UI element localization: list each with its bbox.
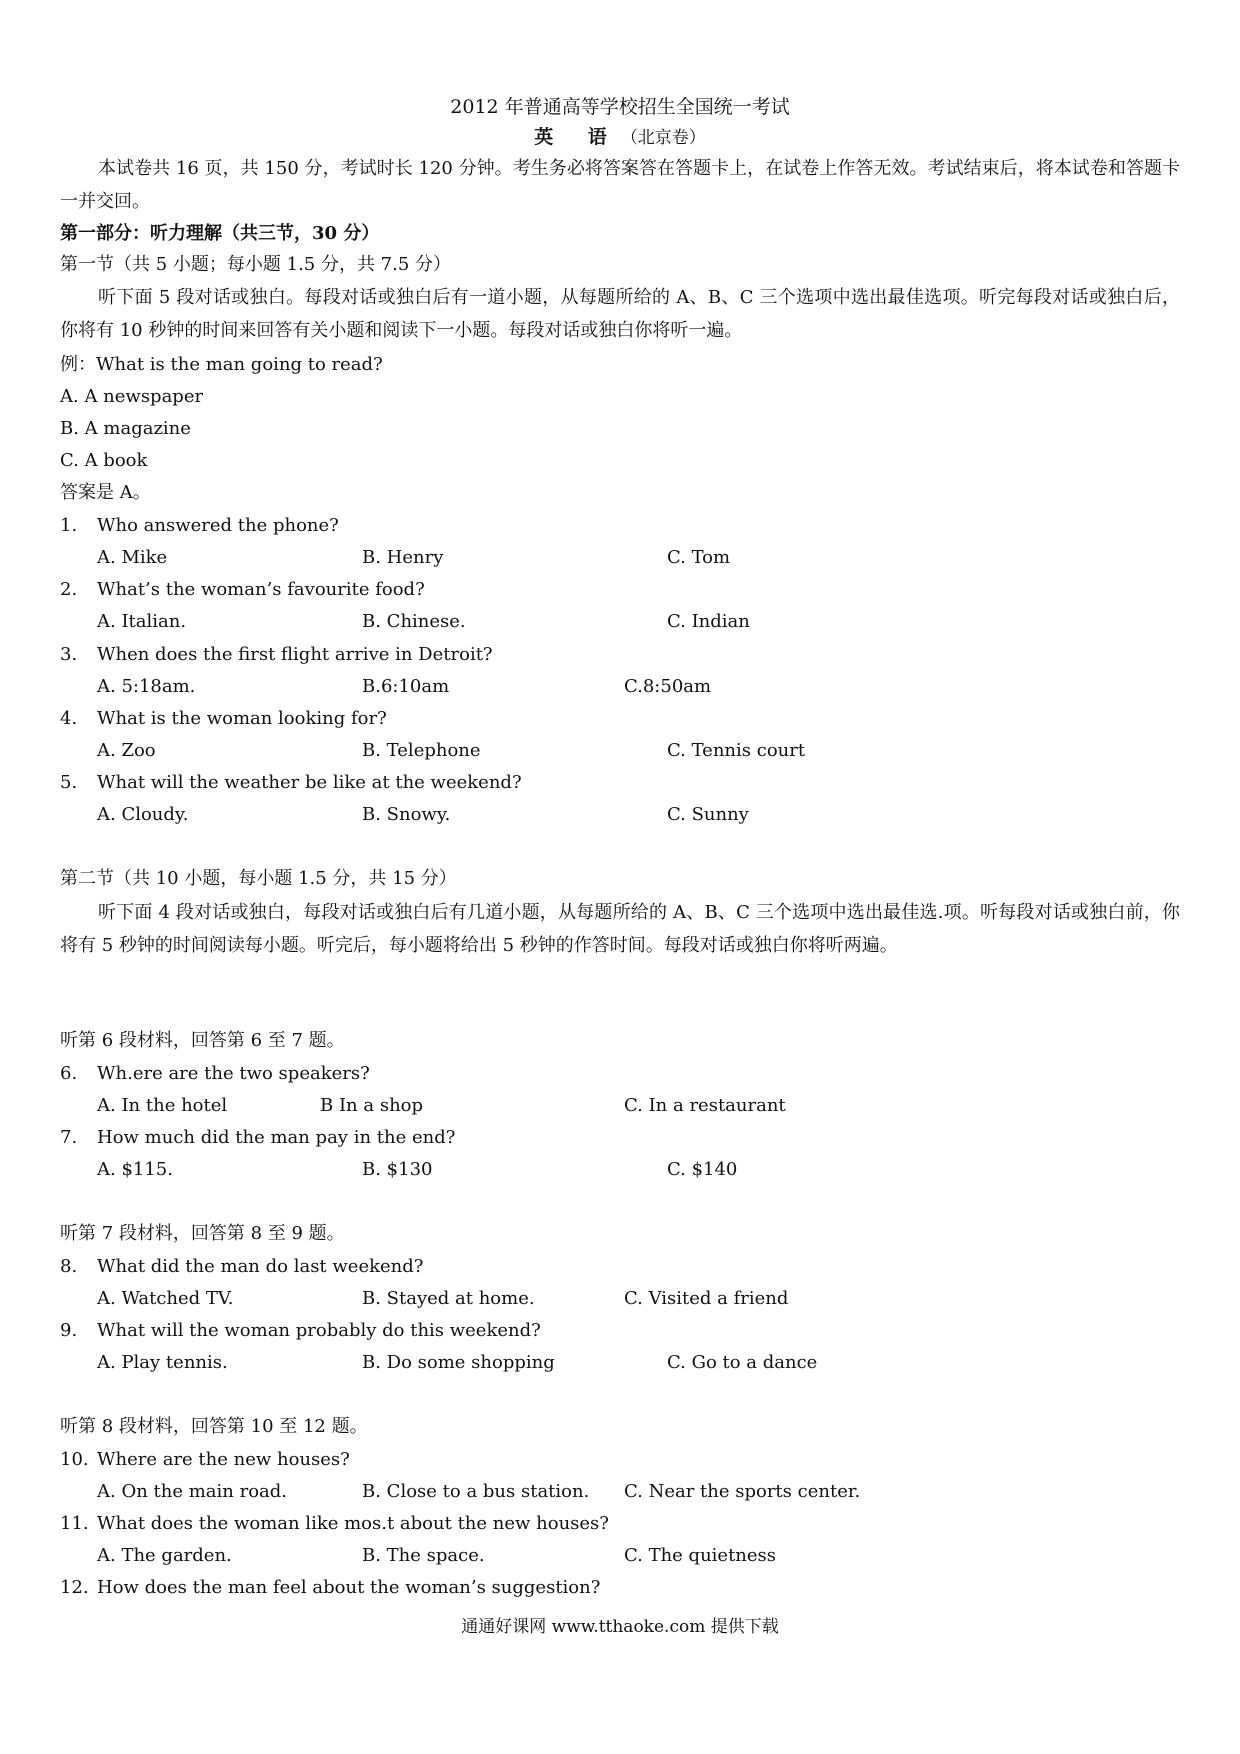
option-c: C. Near the sports center. [624, 1481, 861, 1502]
question-text: What does the woman like mos.t about the new houses? [97, 1513, 609, 1534]
option-a: A. Mike [97, 547, 168, 568]
question-number: 5. [60, 772, 78, 793]
section1-heading: 第一节（共 5 小题；每小题 1.5 分，共 7.5 分） [60, 254, 452, 275]
listening-group-label: 听第 7 段材料，回答第 8 至 9 题。 [60, 1223, 345, 1244]
question-number: 1. [60, 515, 78, 536]
example-option-c: C. A book [60, 450, 148, 471]
question-number: 4. [60, 708, 78, 729]
question-text: What did the man do last weekend? [97, 1256, 424, 1277]
option-c: C. Go to a dance [667, 1352, 818, 1373]
question-number: 7. [60, 1127, 78, 1148]
option-b: B. Chinese. [362, 611, 466, 632]
option-a: A. The garden. [97, 1545, 232, 1566]
option-a: A. 5:18am. [97, 676, 196, 697]
question-text: How does the man feel about the woman’s suggestion? [97, 1577, 601, 1598]
question-text: Wh.ere are the two speakers? [97, 1063, 370, 1084]
question-number: 9. [60, 1320, 78, 1341]
example-answer: 答案是 A。 [60, 482, 151, 503]
example-question: 例：What is the man going to read? [60, 354, 383, 375]
listening-group-label: 听第 6 段材料，回答第 6 至 7 题。 [60, 1030, 345, 1051]
option-b: B. The space. [362, 1545, 485, 1566]
question-number: 8. [60, 1256, 78, 1277]
option-c: C. Tennis court [667, 740, 806, 761]
option-c: C. Sunny [667, 804, 749, 825]
option-b: B. Henry [362, 547, 444, 568]
option-c: C. $140 [667, 1159, 738, 1180]
option-b: B In a shop [320, 1095, 424, 1116]
option-a: A. Italian. [97, 611, 187, 632]
option-b: B. Stayed at home. [362, 1288, 535, 1309]
option-c: C. Indian [667, 611, 750, 632]
question-text: What will the weather be like at the weekend? [97, 772, 522, 793]
option-a: A. In the hotel [97, 1095, 228, 1116]
listening-group-label: 听第 8 段材料，回答第 10 至 12 题。 [60, 1416, 368, 1437]
part1-heading: 第一部分：听力理解（共三节，30 分） [60, 223, 380, 244]
question-text: What is the woman looking for? [97, 708, 387, 729]
example-option-b: B. A magazine [60, 418, 191, 439]
exam-subtitle [0, 125, 1240, 150]
option-b: B. Close to a bus station. [362, 1481, 590, 1502]
option-b: B. Telephone [362, 740, 481, 761]
option-a: A. On the main road. [97, 1481, 288, 1502]
question-text: What will the woman probably do this weekend? [97, 1320, 541, 1341]
option-b: B. Do some shopping [362, 1352, 555, 1373]
question-text: When does the first flight arrive in Detroit? [97, 644, 493, 665]
option-a: A. Play tennis. [97, 1352, 228, 1373]
option-c: C. Tom [667, 547, 731, 568]
exam-title: 2012 年普通高等学校招生全国统一考试 [450, 96, 790, 118]
option-c: C.8:50am [624, 676, 712, 697]
option-b: B.6:10am [362, 676, 450, 697]
section2-heading: 第二节（共 10 小题，每小题 1.5 分，共 15 分） [60, 868, 457, 889]
option-a: A. Cloudy. [97, 804, 189, 825]
question-number: 12. [60, 1577, 89, 1598]
question-text: Where are the new houses? [97, 1449, 350, 1470]
question-number: 2. [60, 579, 78, 600]
question-number: 3. [60, 644, 78, 665]
option-a: A. $115. [97, 1159, 173, 1180]
question-number: 6. [60, 1063, 78, 1084]
section2-instructions: 听下面 4 段对话或独白，每段对话或独白后有几道小题，从每题所给的 A、B、C 三个选项中选出最佳选.项。听每段对话或独白前，你将有 5 秒钟的时间阅读每小题。听完后，每小题将给出 5 秒钟的作答时间。每段对话或独白你将听两遍。 [60, 902, 1180, 956]
page-footer: 通通好课网 www.tthaoke.com 提供下载 [461, 1617, 779, 1637]
option-a: A. Watched TV. [97, 1288, 234, 1309]
question-text: Who answered the phone? [97, 515, 339, 536]
option-b: B. Snowy. [362, 804, 451, 825]
example-option-a: A. A newspaper [60, 386, 204, 407]
question-number: 10. [60, 1449, 89, 1470]
question-text: How much did the man pay in the end? [97, 1127, 456, 1148]
option-a: A. Zoo [97, 740, 156, 761]
paper-region: （北京卷） [620, 128, 706, 148]
option-c: C. Visited a friend [624, 1288, 789, 1309]
section1-instructions: 听下面 5 段对话或独白。每段对话或独白后有一道小题，从每题所给的 A、B、C 三个选项中选出最佳选项。听完每段对话或独白后，你将有 10 秒钟的时间来回答有关小题和阅读下一小题。每段对话或独白你将听一遍。 [60, 287, 1180, 341]
option-b: B. $130 [362, 1159, 433, 1180]
option-c: C. In a restaurant [624, 1095, 786, 1116]
question-text: What’s the woman’s favourite food? [97, 579, 425, 600]
option-c: C. The quietness [624, 1545, 777, 1566]
question-number: 11. [60, 1513, 89, 1534]
intro-paragraph: 本试卷共 16 页，共 150 分，考试时长 120 分钟。考生务必将答案答在答题卡上，在试卷上作答无效。考试结束后，将本试卷和答题卡一并交回。 [60, 158, 1180, 212]
subject-name: 英 语 [534, 126, 621, 148]
